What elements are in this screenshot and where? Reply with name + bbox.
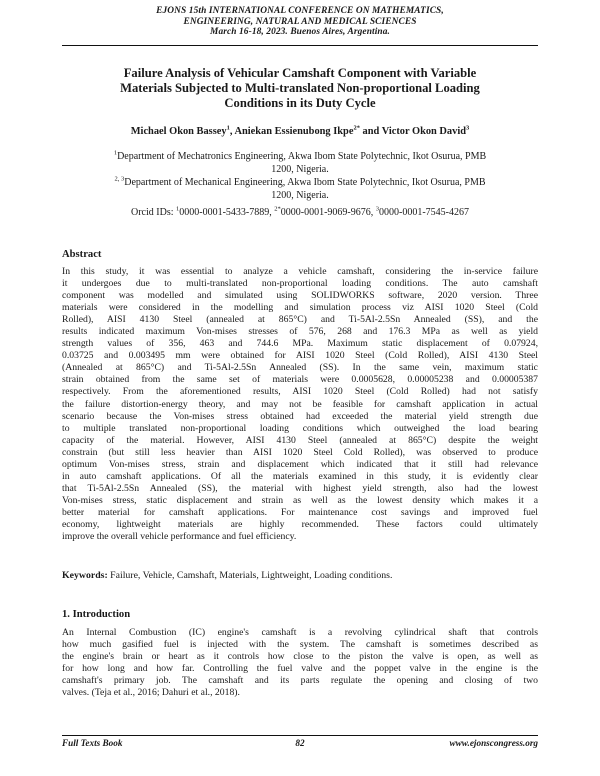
abstract-body: [62, 266, 538, 543]
abstract-line: optimum Von-mises stress, strain and displacement which indicated that it still had relevance: [62, 458, 538, 470]
orcid-1-sup: 1: [176, 205, 180, 213]
abstract-line: strain obtained from the same set of materials were 0.0005628, 0.00005238 and 0.00005387: [62, 374, 538, 386]
abstract-line: Von-mises stress, static displacement and strain as well as the lowest density which makes it a: [62, 494, 538, 506]
abstract-line: the failure distortion-energy theory, and may not be feasible for camshaft application in actual: [62, 398, 538, 410]
abstract-line: 0.03725 and 0.003495 mm were obtained for AISI 1020 Steel (Cold Rolled), AISI 4130 Steel: [62, 350, 538, 362]
affiliation-1-sup: 1: [113, 149, 118, 157]
abstract-line: scenario because the Von-mises stress obtained had exceeded the material yield strength due: [62, 410, 538, 422]
abstract-line: capacity of the material. However, AISI 4130 Steel (annealed at 865°C) despite the weight: [62, 434, 538, 446]
author-2: Aniekan Essienubong Ikpe: [234, 126, 354, 137]
affiliation-2-line-2: 1200, Nigeria.: [271, 190, 329, 201]
abstract-line: it undergoes due to multi-translated non-proportional loading conditions. The auto camshaft: [62, 278, 538, 290]
abstract-line: economy, lightweight materials are highly recommended. These factors could ultimately: [62, 518, 538, 530]
author-3: Victor Okon David: [381, 126, 466, 137]
footer-book-label: Full Texts Book: [62, 738, 123, 748]
author-1-sup: 1: [226, 124, 230, 132]
conference-header: [62, 6, 538, 38]
introduction-body: [62, 627, 538, 699]
author-separator-1: ,: [229, 126, 235, 137]
keywords-label: Keywords:: [62, 570, 111, 581]
introduction-line: the engine's brain or heart as it controls how close to the piston the valve is open, as well as: [62, 651, 538, 663]
orcid-id-1[interactable]: 0000-0001-5433-7889,: [179, 207, 275, 218]
footer-website-link[interactable]: www.ejonscongress.org: [449, 738, 538, 748]
header-line-2: ENGINEERING, NATURAL AND MEDICAL SCIENCES: [183, 16, 417, 27]
orcid-label: Orcid IDs:: [131, 207, 176, 218]
abstract-line: materials were considered in the modelling and simulation process viz AISI 1020 Steel (Cold: [62, 302, 538, 314]
abstract-line: improve the overall vehicle performance and fuel efficiency.: [62, 531, 297, 543]
affiliation-2: [70, 176, 530, 202]
paper-title: [80, 66, 520, 111]
title-line-3: Conditions in its Duty Cycle: [224, 96, 376, 110]
author-3-sup: 3: [466, 124, 470, 132]
abstract-line: better material for camshaft applications. For maintenance cost savings and improved fuel: [62, 506, 538, 518]
orcid-3-sup: 3: [375, 205, 379, 213]
affiliation-1-line-1: Department of Mechatronics Engineering, Akwa Ibom State Polytechnic, Ikot Osurua, PMB: [117, 151, 487, 162]
introduction-line: how much gasified fuel is injected with the system. The camshaft is sometimes described as: [62, 639, 538, 651]
abstract-line: (Annealed at 865°C) and Ti-5Al-2.5Sn Annealed (SS). In the same vein, maximum static: [62, 362, 538, 374]
abstract-line: that Ti-5Al-2.5Sn Annealed (SS), the material with highest yield strength, also had the lowest: [62, 482, 538, 494]
introduction-heading: 1. Introduction: [62, 609, 131, 620]
affiliation-1: [70, 150, 530, 176]
abstract-heading: Abstract: [62, 249, 102, 260]
abstract-line: component was modelled and simulated using SOLIDWORKS software, 2020 version. Three: [62, 290, 538, 302]
orcid-2-sup: 2*: [274, 205, 281, 213]
introduction-line: camshaft's primary job. The camshaft and its parts regulate the opening and closing of two: [62, 675, 538, 687]
keywords: [62, 570, 538, 581]
abstract-line: In this study, it was essential to analyze a vehicle camshaft, considering the in-service failure: [62, 266, 538, 277]
header-rule: [62, 45, 538, 46]
footer-rule: [62, 735, 538, 736]
affiliation-2-line-1: Department of Mechanical Engineering, Akwa Ibom State Polytechnic, Ikot Osurua, PMB: [124, 177, 486, 188]
introduction-line: valves. (Teja et al., 2016; Dahuri et al., 2018).: [62, 687, 240, 699]
affiliation-2-sup: 2, 3: [114, 175, 125, 183]
page-number: 82: [295, 738, 305, 748]
abstract-line: results indicated maximum Von-mises stresses of 576, 268 and 176.3 MPa as well as yield: [62, 326, 538, 338]
author-list: [62, 126, 538, 137]
title-line-1: Failure Analysis of Vehicular Camshaft Component with Variable: [123, 66, 477, 80]
abstract-line: in auto camshaft applications. Of all the materials examined in this study, it is evidently clear: [62, 470, 538, 482]
introduction-line: for how long and how far. Controlling the fuel valve and the poppet valve in the engine is the: [62, 663, 538, 675]
orcid-ids: [62, 207, 538, 218]
keywords-text: Failure, Vehicle, Camshaft, Materials, Lightweight, Loading conditions.: [110, 570, 393, 581]
abstract-line: Rolled), AISI 4130 Steel (annealed at 865°C) and Ti-5Al-2.5Sn Annealed (SS), and the: [62, 314, 538, 326]
author-2-sup: 2*: [353, 124, 360, 132]
abstract-line: respectively. From the aforementioned results, AISI 1020 Steel (Cold Rolled) had not satisfy: [62, 386, 538, 398]
abstract-line: strength values of 356, 463 and 744.6 MPa. Maximum static displacement of 0.07924,: [62, 338, 538, 350]
affiliation-1-line-2: 1200, Nigeria.: [271, 164, 329, 175]
author-1: Michael Okon Bassey: [130, 126, 227, 137]
introduction-line: An Internal Combustion (IC) engine's camshaft is a revolving cylindrical shaft that controls: [62, 627, 538, 638]
author-separator-2: and: [359, 126, 382, 137]
header-line-3: March 16-18, 2023. Buenos Aires, Argentina.: [210, 27, 390, 38]
title-line-2: Materials Subjected to Multi-translated Non-proportional Loading: [120, 81, 480, 95]
header-line-1: EJONS 15th INTERNATIONAL CONFERENCE ON MATHEMATICS,: [156, 6, 444, 16]
page-footer: [62, 738, 538, 752]
orcid-id-3[interactable]: 0000-0001-7545-4267: [379, 207, 469, 218]
abstract-line: constrain (but still less heavier than AISI 1020 Steel Cold Rolled), was observed to produce: [62, 446, 538, 458]
orcid-id-2[interactable]: 0000-0001-9069-9676,: [280, 207, 376, 218]
abstract-line: to multiple translated non-proportional loading conditions which outweighed the load bearing: [62, 422, 538, 434]
